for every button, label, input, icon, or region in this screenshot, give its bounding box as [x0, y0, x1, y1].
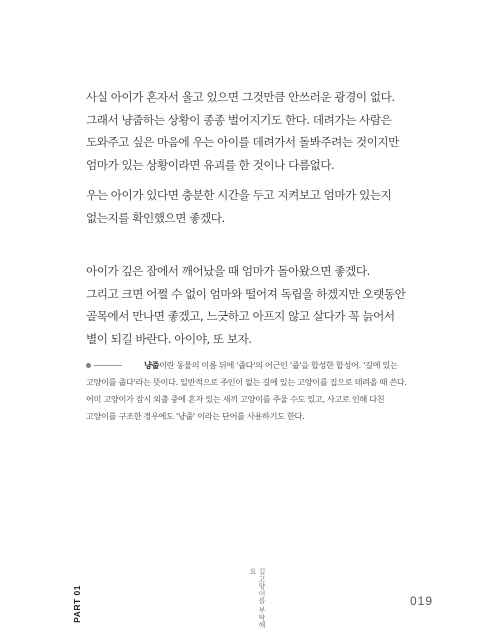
footnote	[86, 357, 431, 425]
book-title-vertical: 길고양이를 부탁해요	[249, 568, 266, 629]
paragraph-line: 골목에서 만나면 좋겠고, 느긋하고 아프지 않고 살다가 꼭 늙어서	[86, 309, 395, 323]
body-paragraph-1	[86, 86, 431, 176]
footnote-term: 냥줍	[144, 360, 160, 370]
paragraph-line: 그래서 냥줍하는 상황이 종종 벌어지기도 한다. 데려가는 사람은	[86, 112, 392, 127]
paragraph-line: 아이가 깊은 잠에서 깨어났을 때 엄마가 돌아왔으면 좋겠다.	[86, 264, 370, 278]
paragraph-line: 사실 아이가 혼자서 울고 있으면 그것만큼 안쓰러운 광경이 없다.	[86, 90, 395, 104]
footnote-rule	[94, 365, 122, 366]
body-paragraph-3	[86, 260, 431, 350]
paragraph-line: 도와주고 싶은 마음에 우는 아이를 데려가서 돌봐주려는 것이지만	[86, 135, 399, 149]
footnote-first-line	[86, 357, 431, 374]
paragraph-line: 엄마가 있는 상황이라면 유괴를 한 것이나 다름없다.	[86, 157, 335, 172]
paragraph-line: 그리고 크면 어쩔 수 없이 엄마와 떨어져 독립을 하겠지만 오랫동안	[86, 286, 406, 301]
part-label: PART 01	[72, 585, 82, 623]
footnote-first-line-rest: 이란 동물의 이름 뒤에 '줍다'의 어근인 '줍'을 합성한 합성어. '길에 있는	[159, 360, 398, 370]
footnote-text	[86, 357, 431, 425]
footnote-line: 어미 고양이가 잠시 외출 중에 혼자 있는 새끼 고양이를 주울 수도 있고, 사고로 인해 다친	[86, 394, 385, 404]
body-paragraph-2	[86, 184, 431, 229]
paragraph-line: 없는지를 확인했으면 좋겠다.	[86, 210, 225, 225]
paragraph-line: 우는 아이가 있다면 충분한 시간을 두고 지켜보고 엄마가 있는지	[86, 188, 392, 202]
footnote-line: 고양이를 구조한 경우에도 '냥줍' 이라는 단어를 사용하기도 한다.	[86, 411, 305, 421]
page-number: 019	[410, 594, 434, 608]
paragraph-line: 별이 되길 바란다. 아이야, 또 보자.	[86, 331, 252, 346]
footnote-line: 고양이를 줍다'라는 뜻이다. 일반적으로 주인이 없는 길에 있는 고양이를 집으로 데려올 때 쓴다.	[86, 377, 407, 387]
bullet-dot-icon	[86, 363, 91, 368]
